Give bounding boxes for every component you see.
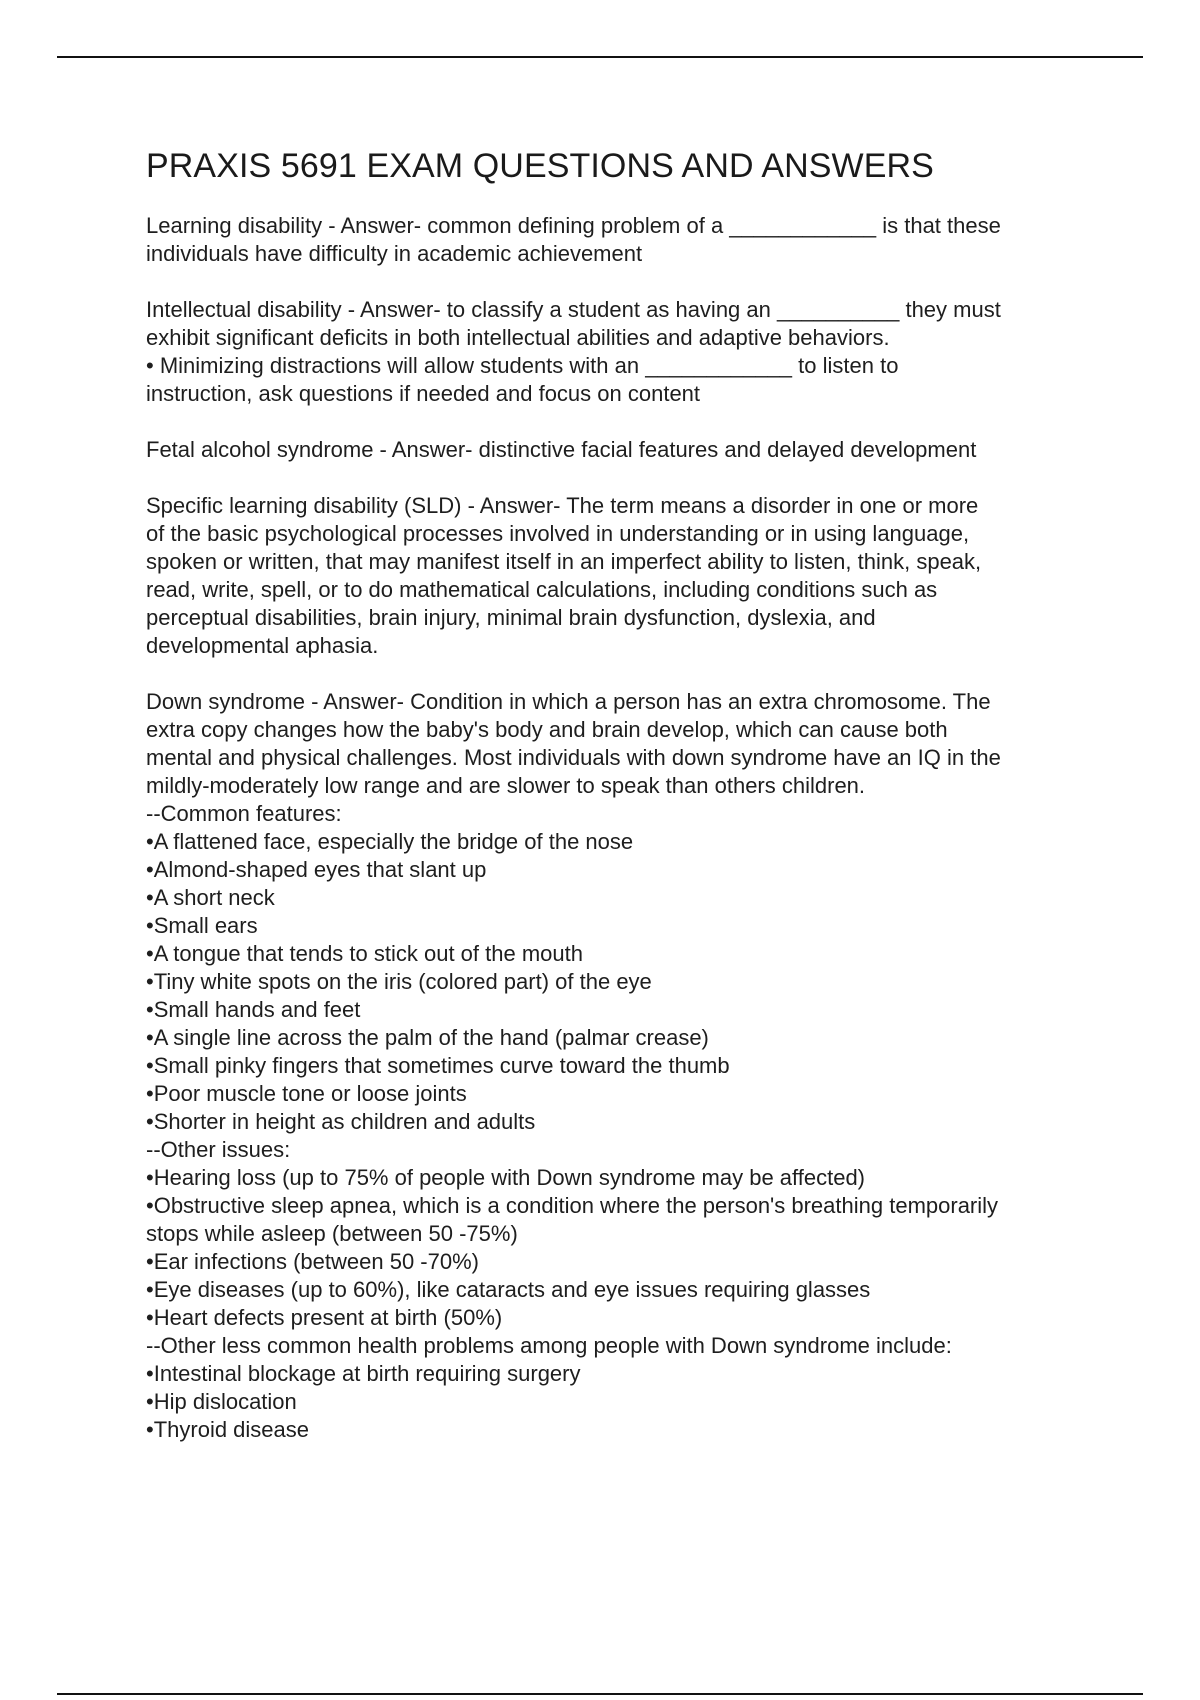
text-line: •Hip dislocation <box>146 1389 297 1414</box>
text-line: •A single line across the palm of the hand (palmar crease) <box>146 1025 709 1050</box>
text-line: •Almond-shaped eyes that slant up <box>146 857 487 882</box>
footer-rule <box>57 1693 1143 1695</box>
text-line: •Intestinal blockage at birth requiring surgery <box>146 1361 581 1386</box>
document-body <box>146 142 1096 1472</box>
text-line: •Ear infections (between 50 -70%) <box>146 1249 479 1274</box>
text-line: --Other less common health problems among people with Down syndrome include: <box>146 1333 952 1358</box>
text-line: •Small ears <box>146 913 258 938</box>
text-line: •Poor muscle tone or loose joints <box>146 1081 467 1106</box>
header-rule <box>57 56 1143 58</box>
qa-paragraph <box>146 492 1096 660</box>
text-line: •A tongue that tends to stick out of the mouth <box>146 941 583 966</box>
text-line: mental and physical challenges. Most individuals with down syndrome have an IQ in the <box>146 745 1001 770</box>
qa-paragraph <box>146 688 1096 1444</box>
text-line: mildly-moderately low range and are slower to speak than others children. <box>146 773 866 798</box>
text-line: Down syndrome - Answer- Condition in which a person has an extra chromosome. The <box>146 689 991 714</box>
qa-paragraph <box>146 212 1096 268</box>
text-line: --Common features: <box>146 801 342 826</box>
text-line: stops while asleep (between 50 -75%) <box>146 1221 518 1246</box>
text-line: spoken or written, that may manifest itself in an imperfect ability to listen, think, speak, <box>146 549 982 574</box>
text-line: •Small pinky fingers that sometimes curve toward the thumb <box>146 1053 730 1078</box>
text-line: •Obstructive sleep apnea, which is a condition where the person's breathing temporarily <box>146 1193 999 1218</box>
text-line: individuals have difficulty in academic achievement <box>146 241 643 266</box>
text-line: exhibit significant deficits in both intellectual abilities and adaptive behaviors. <box>146 325 890 350</box>
text-line: --Other issues: <box>146 1137 291 1162</box>
text-line: read, write, spell, or to do mathematical calculations, including conditions such as <box>146 577 938 602</box>
paragraph-list <box>146 212 1096 1444</box>
text-line: •A short neck <box>146 885 275 910</box>
text-line: developmental aphasia. <box>146 633 379 658</box>
text-line: extra copy changes how the baby's body and brain develop, which can cause both <box>146 717 948 742</box>
text-line: •Heart defects present at birth (50%) <box>146 1305 503 1330</box>
text-line: Specific learning disability (SLD) - Answer- The term means a disorder in one or more <box>146 493 979 518</box>
text-line: of the basic psychological processes involved in understanding or in using language, <box>146 521 970 546</box>
text-line: •Hearing loss (up to 75% of people with Down syndrome may be affected) <box>146 1165 866 1190</box>
text-line: • Minimizing distractions will allow students with an ____________ to listen to <box>146 353 899 378</box>
text-line: perceptual disabilities, brain injury, minimal brain dysfunction, dyslexia, and <box>146 605 876 630</box>
text-line: instruction, ask questions if needed and focus on content <box>146 381 701 406</box>
qa-paragraph <box>146 296 1096 408</box>
text-line: •Tiny white spots on the iris (colored part) of the eye <box>146 969 652 994</box>
qa-paragraph <box>146 436 1096 464</box>
text-line: •Eye diseases (up to 60%), like cataracts and eye issues requiring glasses <box>146 1277 871 1302</box>
text-line: Fetal alcohol syndrome - Answer- distinctive facial features and delayed development <box>146 437 977 462</box>
text-line: •Small hands and feet <box>146 997 361 1022</box>
text-line: •Shorter in height as children and adults <box>146 1109 536 1134</box>
document-title: PRAXIS 5691 EXAM QUESTIONS AND ANSWERS <box>146 147 934 185</box>
text-line: •A flattened face, especially the bridge of the nose <box>146 829 634 854</box>
text-line: •Thyroid disease <box>146 1417 310 1442</box>
text-line: Intellectual disability - Answer- to classify a student as having an __________ they must <box>146 297 1001 322</box>
text-line: Learning disability - Answer- common defining problem of a ____________ is that these <box>146 213 1001 238</box>
